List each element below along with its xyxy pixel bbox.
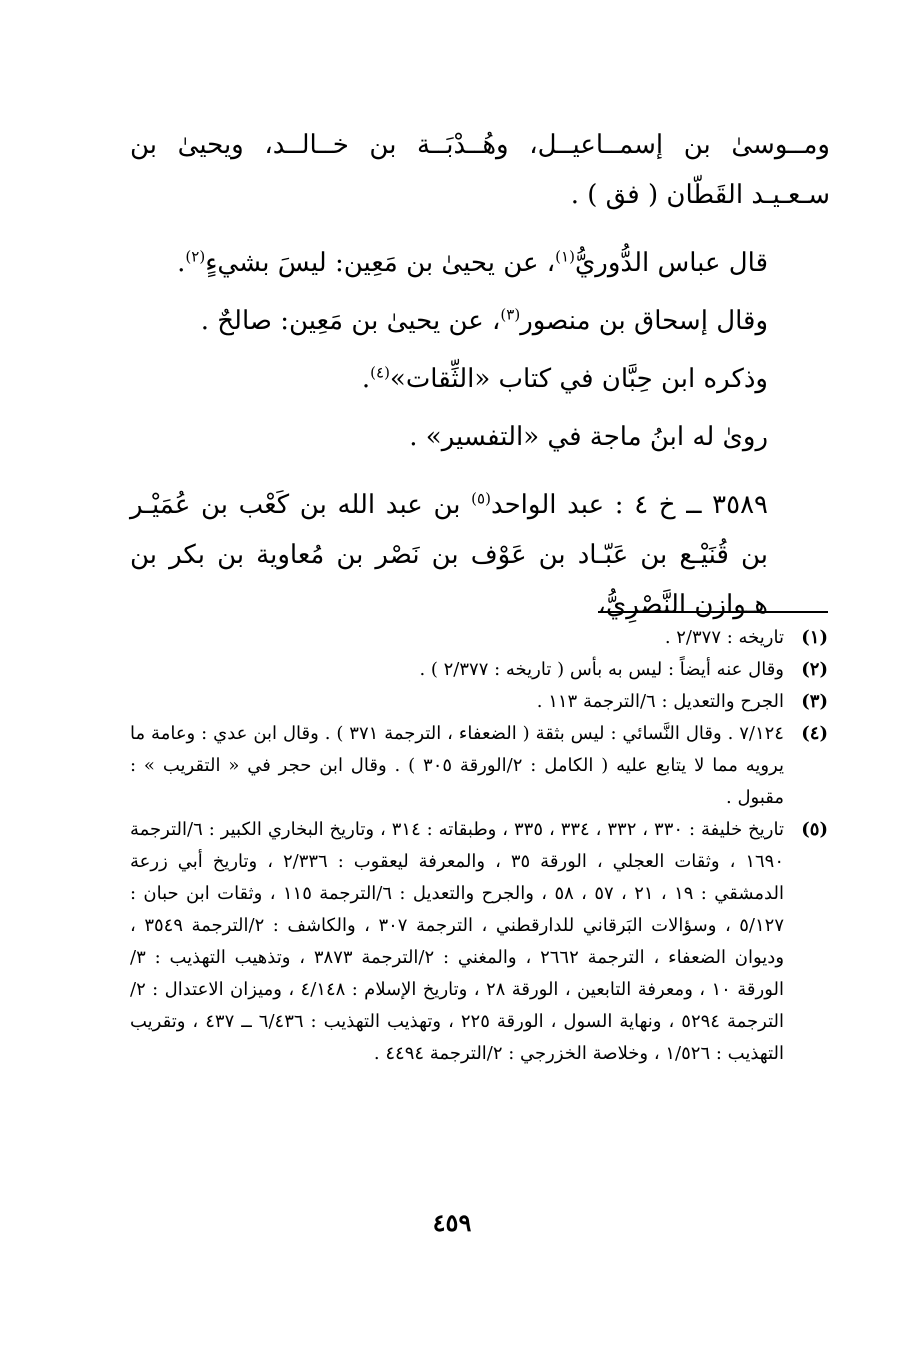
footnote-text: الجرح والتعديل : ٦/الترجمة ١١٣ . [536, 691, 784, 712]
footnote-ref: (٢) [185, 247, 206, 266]
paragraph-text: . [361, 364, 371, 394]
footnotes [130, 622, 828, 1070]
footnote [130, 718, 828, 814]
paragraph-text: . [177, 248, 186, 278]
entry-heading: ٣٥٨٩ ــ خ ٤ : عبد الواحد [490, 490, 768, 520]
paragraph-ibn-hibban [130, 350, 830, 408]
paragraph-abbas [130, 234, 830, 292]
footnote-text: ٧/١٢٤ . وقال النَّسائي : ليس بثقة ( الضعفاء ، الترجمة ٣٧١ ) . وقال ابن عدي : وعامة ما يرويه مما لا يتابع عليه ( الكامل : ٢/الورقة ٣٠٥ ) . وقال ابن حجر في « التقريب » : مقبول . [130, 723, 785, 808]
page-number: ٤٥٩ [432, 1208, 472, 1237]
paragraph-text: وقال إسحاق بن منصور [520, 306, 768, 336]
paragraph-text: قال عباس الدُّوريُّ [574, 248, 768, 278]
footnote-number: (٥) [801, 819, 828, 840]
paragraph-ibn-majah [130, 408, 830, 466]
paragraph-text: وذكره ابن حِبَّان في كتاب «الثِّقات» [389, 364, 768, 394]
footnote [130, 814, 828, 1070]
footnote-ref: (٣) [500, 305, 521, 324]
paragraph-continuation [130, 120, 830, 220]
main-text [130, 120, 830, 630]
paragraph-text: بن عبد الله بن كَعْب بن عُمَيْـر بن قُنَيْـع بن عَبّـاد بن عَوْف بن نَصْر بن مُعاوية بن بكر بن هـوازن النَّصْرِيُّ، [130, 490, 768, 620]
paragraph-text: روىٰ له ابنُ ماجة في «التفسير» . [409, 422, 768, 452]
footnote-ref: (٤) [370, 363, 390, 382]
footnote [130, 654, 828, 686]
footnote-number: (٢) [801, 659, 828, 680]
entry-3589 [130, 480, 830, 630]
footnote [130, 622, 828, 654]
paragraph-text: ومــوسىٰ بن إسمــاعيــل، وهُــدْبَــة بن خــالــد، ويحيىٰ بن سـعـيـد القَطّان ( فق ) . [130, 130, 830, 210]
paragraph-text: ، عن يحيىٰ بن مَعِين: ليسَ بشيءٍ [205, 248, 556, 278]
footnote-text: تاريخ خليفة : ٣٣٠ ، ٣٣٢ ، ٣٣٤ ، ٣٣٥ ، وطبقاته : ٣١٤ ، وتاريخ البخاري الكبير : ٦/الترجمة ١٦٩٠ ، وثقات العجلي ، الورقة ٣٥ ، والمعرفة ليعقوب : ٢/٣٣٦ ، وتاريخ أبي زرعة الدمشقي : ١٩ ، ٢١ ، ٥٧ ، ٥٨ ، والجرح والتعديل : ٦/الترجمة ١١٥ ، وثقات ابن حبان : ٥/١٢٧ ، وسؤالات البَرقاني للدارقطني ، الترجمة ٣٠٧ ، والكاشف : ٢/الترجمة ٣٥٤٩ ، وديوان الضعفاء ، الترجمة ٢٦٦٢ ، والمغني : ٢/الترجمة ٣٨٧٣ ، وتذهيب التهذيب : ٣/الورقة ١٠ ، ومعرفة التابعين ، الورقة ٢٨ ، وتاريخ الإسلام : ٤/١٤٨ ، وميزان الاعتدال : ٢/الترجمة ٥٢٩٤ ، ونهاية السول ، الورقة ٢٢٥ ، وتهذيب التهذيب : ٦/٤٣٦ ــ ٤٣٧ ، وتقريب التهذيب : ١/٥٢٦ ، وخلاصة الخزرجي : ٢/الترجمة ٤٤٩٤ . [130, 819, 785, 1064]
footnote-number: (٤) [801, 723, 828, 744]
paragraph-ishaq [130, 292, 830, 350]
footnote-ref: (٥) [471, 489, 491, 508]
footnote-text: وقال عنه أيضاً : ليس به بأس ( تاريخه : ٢/٣٧٧ ) . [419, 659, 784, 680]
footnote-number: (١) [801, 627, 828, 648]
footnote [130, 686, 828, 718]
paragraph-text: ، عن يحيىٰ بن مَعِين: صالحٌ . [200, 306, 501, 336]
footnote-text: تاريخه : ٢/٣٧٧ . [664, 627, 784, 648]
footnote-number: (٣) [801, 691, 828, 712]
footnote-ref: (١) [555, 247, 575, 266]
footnote-separator [598, 611, 828, 613]
